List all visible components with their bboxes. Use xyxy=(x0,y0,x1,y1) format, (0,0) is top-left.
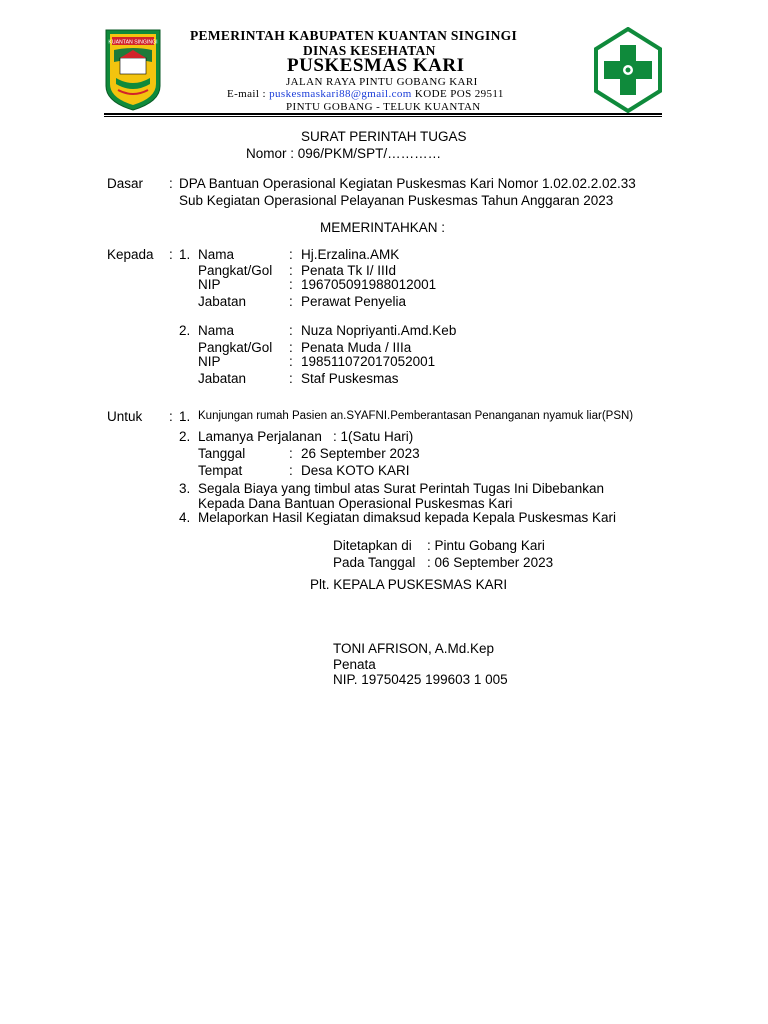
duration-value: : 1(Satu Hari) xyxy=(333,429,414,444)
dasar-colon: : xyxy=(169,176,173,191)
gov-name-heading: PEMERINTAH KABUPATEN KUANTAN SINGINGI xyxy=(190,28,517,43)
dasar-line-1: DPA Bantuan Operasional Kegiatan Puskesmas Kari Nomor 1.02.02.2.02.33 xyxy=(179,176,636,191)
untuk-item-4-number: 4. xyxy=(179,510,191,525)
colon: : xyxy=(289,294,293,309)
dasar-label: Dasar xyxy=(107,176,144,191)
person-1-rank-label: Pangkat/Gol xyxy=(198,263,273,278)
emblem-text: KUANTAN SINGINGI xyxy=(108,39,158,46)
kepada-colon: : xyxy=(169,247,173,262)
person-2-position-label: Jabatan xyxy=(198,371,247,386)
untuk-item-3-line-2: Kepada Dana Bantuan Operasional Puskesmas Kari xyxy=(198,496,513,511)
person-2-number: 2. xyxy=(179,323,191,338)
person-1-rank-value: Penata Tk I/ IIId xyxy=(301,263,397,278)
colon: : xyxy=(289,463,293,478)
untuk-item-4: Melaporkan Hasil Kegiatan dimaksud kepada Kepala Puskesmas Kari xyxy=(198,510,616,525)
colon: : xyxy=(289,277,293,292)
person-1-nip-value: 196705091988012001 xyxy=(301,277,437,292)
date-label: Tanggal xyxy=(198,446,246,461)
stipulated-at-label: Ditetapkan di xyxy=(333,538,412,553)
person-1-nip-label: NIP xyxy=(198,277,221,292)
dasar-line-2: Sub Kegiatan Operasional Pelayanan Puskesmas Tahun Anggaran 2023 xyxy=(179,193,614,208)
colon: : xyxy=(289,340,293,355)
signer-position: Plt. KEPALA PUSKESMAS KARI xyxy=(310,577,508,592)
puskesmas-heading: PUSKESMAS KARI xyxy=(287,55,465,76)
person-1-name-value: Hj.Erzalina.AMK xyxy=(301,247,400,262)
letter-number xyxy=(246,146,441,161)
kepada-label: Kepada xyxy=(107,247,154,262)
email-label: E-mail : xyxy=(227,88,266,100)
command-heading: MEMERINTAHKAN : xyxy=(320,220,446,235)
signer-rank: Penata xyxy=(333,657,376,672)
person-2-name-value: Nuza Nopriyanti.Amd.Keb xyxy=(301,323,457,338)
stipulated-date-label: Pada Tanggal xyxy=(333,555,416,570)
nomor-value: 096/PKM/SPT/………… xyxy=(297,146,442,161)
person-1-number: 1. xyxy=(179,247,191,262)
colon: : xyxy=(289,263,293,278)
duration-label: Lamanya Perjalanan xyxy=(198,429,322,444)
place-value: Desa KOTO KARI xyxy=(301,463,410,478)
date-value: 26 September 2023 xyxy=(301,446,420,461)
untuk-item-3-line-1: Segala Biaya yang timbul atas Surat Perintah Tugas Ini Dibebankan xyxy=(198,481,605,496)
person-2-name-label: Nama xyxy=(198,323,235,338)
untuk-item-1-number: 1. xyxy=(179,409,191,424)
signer-nip: NIP. 19750425 199603 1 005 xyxy=(333,672,508,687)
address-line: JALAN RAYA PINTU GOBANG KARI xyxy=(286,76,478,88)
person-1-position-label: Jabatan xyxy=(198,294,247,309)
untuk-item-1: Kunjungan rumah Pasien an.SYAFNI.Pemberantasan Penanganan nyamuk liar(PSN) xyxy=(198,410,634,422)
person-2-rank-label: Pangkat/Gol xyxy=(198,340,273,355)
regency-emblem-logo xyxy=(104,28,162,112)
person-2-nip-label: NIP xyxy=(198,354,221,369)
signer-name: TONI AFRISON, A.Md.Kep xyxy=(333,641,495,656)
location-line: PINTU GOBANG - TELUK KUANTAN xyxy=(286,101,481,113)
postal-code: KODE POS 29511 xyxy=(414,88,504,100)
stipulated-date-value: : 06 September 2023 xyxy=(427,555,554,570)
place-label: Tempat xyxy=(198,463,243,478)
person-2-nip-value: 198511072017052001 xyxy=(301,354,436,369)
person-1-position-value: Perawat Penyelia xyxy=(301,294,407,309)
colon: : xyxy=(289,354,293,369)
untuk-item-3-number: 3. xyxy=(179,481,191,496)
person-2-rank-value: Penata Muda / IIIa xyxy=(301,340,412,355)
untuk-label: Untuk xyxy=(107,409,143,424)
untuk-item-2-number: 2. xyxy=(179,429,191,444)
stipulated-at-value: : Pintu Gobang Kari xyxy=(427,538,545,553)
header-rule-thick xyxy=(104,113,662,115)
department-heading: DINAS KESEHATAN xyxy=(303,43,436,58)
health-cross-logo xyxy=(594,27,662,113)
colon: : xyxy=(289,247,293,262)
colon: : xyxy=(289,446,293,461)
person-1-name-label: Nama xyxy=(198,247,235,262)
email-link[interactable]: puskesmaskari88@gmail.com xyxy=(269,88,412,100)
header-rule-thin xyxy=(104,116,662,117)
colon: : xyxy=(289,371,293,386)
colon: : xyxy=(289,323,293,338)
nomor-label: Nomor : xyxy=(246,146,295,161)
contact-line xyxy=(227,88,504,100)
untuk-colon: : xyxy=(169,409,173,424)
person-2-position-value: Staf Puskesmas xyxy=(301,371,399,386)
letter-title: SURAT PERINTAH TUGAS xyxy=(301,129,467,144)
